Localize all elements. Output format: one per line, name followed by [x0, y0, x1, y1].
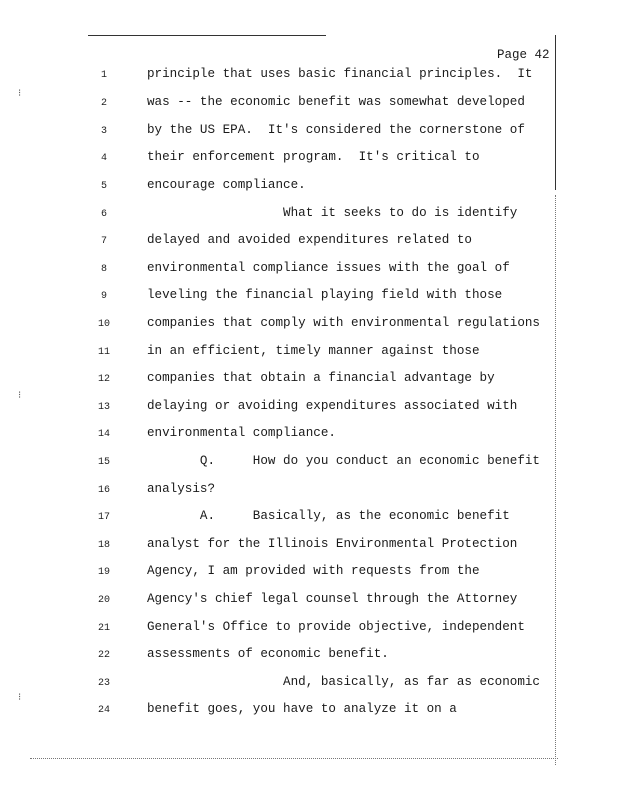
line-text: delayed and avoided expenditures related to [147, 233, 472, 247]
line-text: assessments of economic benefit. [147, 647, 389, 661]
line-number: 10 [97, 319, 110, 330]
line-text: in an efficient, timely manner against those [147, 344, 480, 358]
line-text: analyst for the Illinois Environmental Protection [147, 537, 518, 551]
line-number: 9 [100, 291, 107, 302]
line-text: analysis? [147, 482, 216, 496]
line-number: 16 [97, 485, 110, 496]
line-number: 19 [97, 567, 110, 578]
line-text: environmental compliance. [147, 426, 336, 440]
line-number: 24 [97, 705, 110, 716]
line-text: companies that comply with environmental regulations [147, 316, 540, 330]
scan-mark: ⁝ [18, 693, 22, 704]
line-text: their enforcement program. It's critical to [147, 150, 480, 164]
line-text: General's Office to provide objective, independent [147, 620, 525, 634]
line-number: 21 [97, 623, 110, 634]
line-number: 18 [97, 540, 110, 551]
line-text: encourage compliance. [147, 178, 306, 192]
line-text: Q. How do you conduct an economic benefit [147, 454, 540, 468]
line-number: 11 [97, 347, 110, 358]
line-number: 15 [97, 457, 110, 468]
line-number: 4 [100, 153, 107, 164]
line-text: delaying or avoiding expenditures associated with [147, 399, 518, 413]
line-text: environmental compliance issues with the goal of [147, 261, 510, 275]
line-number: 1 [100, 70, 107, 81]
line-number: 14 [97, 429, 110, 440]
line-number: 22 [97, 650, 110, 661]
page-border-right [555, 35, 556, 190]
line-text: Agency's chief legal counsel through the Attorney [147, 592, 518, 606]
line-text: Agency, I am provided with requests from the [147, 564, 480, 578]
line-number: 7 [100, 236, 107, 247]
line-text: principle that uses basic financial principles. It [147, 67, 533, 81]
line-text: by the US EPA. It's considered the cornerstone of [147, 123, 525, 137]
line-number: 2 [100, 98, 107, 109]
line-text: leveling the financial playing field with those [147, 288, 503, 302]
page-border-right-lower [555, 195, 556, 765]
line-number: 5 [100, 181, 107, 192]
line-number: 12 [97, 374, 110, 385]
line-text: And, basically, as far as economic [147, 675, 540, 689]
line-number: 20 [97, 595, 110, 606]
scan-mark: ⁝ [18, 89, 22, 100]
line-number: 3 [100, 126, 107, 137]
line-number: 23 [97, 678, 110, 689]
line-text: companies that obtain a financial advantage by [147, 371, 495, 385]
line-number: 6 [100, 209, 107, 220]
line-number: 13 [97, 402, 110, 413]
line-text: was -- the economic benefit was somewhat developed [147, 95, 525, 109]
line-number: 8 [100, 264, 107, 275]
line-text: What it seeks to do is identify [147, 206, 518, 220]
page-border-bottom [30, 758, 558, 759]
scan-mark: ⁝ [18, 391, 22, 402]
page-number: Page 42 [497, 48, 550, 62]
page-border-top [88, 35, 326, 36]
line-text: A. Basically, as the economic benefit [147, 509, 510, 523]
line-text: benefit goes, you have to analyze it on a [147, 702, 457, 716]
line-number: 17 [97, 512, 110, 523]
